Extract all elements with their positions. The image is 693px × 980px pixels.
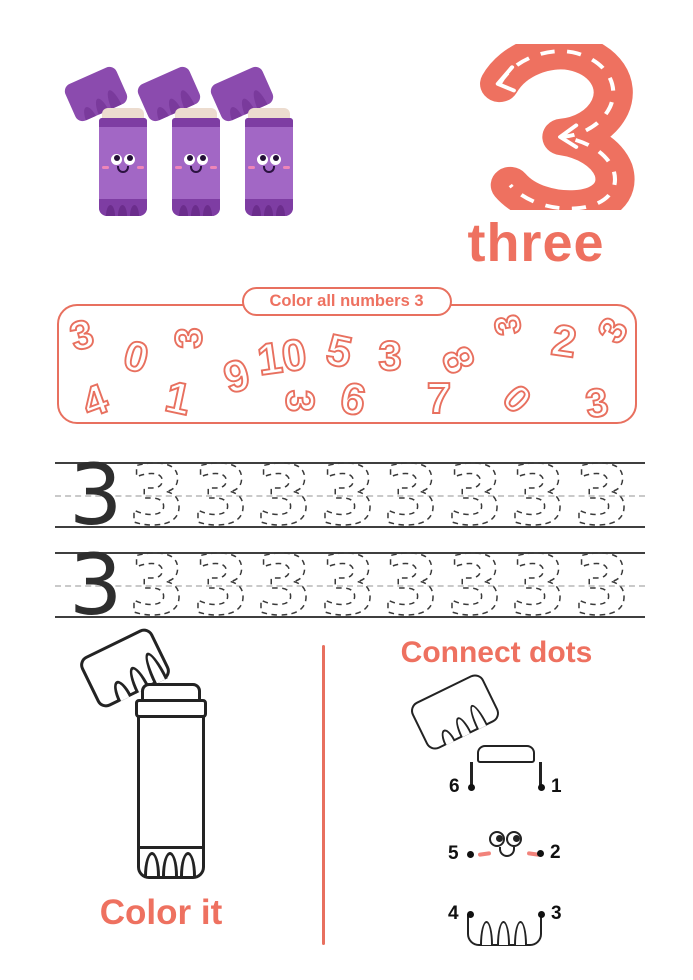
- svg-text:3: 3: [319, 552, 377, 618]
- eye-icon: [111, 154, 122, 165]
- cheek-icon: [175, 166, 182, 169]
- svg-text:3: 3: [255, 552, 313, 618]
- connect-dot: [468, 784, 475, 791]
- trace-dashed-char: [192, 552, 250, 618]
- bottom-arch: [118, 205, 127, 216]
- colorable-number: 0: [118, 330, 154, 383]
- eye-icon: [184, 154, 195, 165]
- colorable-number: 3: [65, 311, 99, 360]
- connect-dot: [538, 911, 545, 918]
- connect-dot: [538, 784, 545, 791]
- smile-icon: [263, 166, 275, 173]
- colorable-number: 5: [322, 325, 357, 379]
- bottom-arch: [514, 921, 527, 945]
- cheek-icon: [102, 166, 109, 169]
- stick-top-band: [172, 118, 220, 127]
- tracing-row: [55, 536, 645, 634]
- number-word-label: three: [467, 213, 605, 273]
- trace-dashed-char: [128, 552, 186, 618]
- svg-text:3: 3: [382, 552, 440, 618]
- colorable-number: 8: [432, 339, 485, 381]
- outline-bottom-band: [137, 846, 205, 876]
- trace-dashed-char: [255, 462, 313, 528]
- bottom-arch: [276, 205, 285, 216]
- cap-arch: [438, 727, 455, 746]
- cap-arch: [110, 678, 132, 703]
- color-it-label: Color it: [99, 893, 223, 932]
- cap-arch: [227, 105, 243, 122]
- dot-number-label: 5: [448, 843, 459, 864]
- trace-solid-char: 3: [69, 536, 123, 634]
- svg-text:3: 3: [382, 462, 440, 528]
- cheek-icon: [283, 166, 290, 169]
- svg-text:3: 3: [573, 552, 631, 618]
- trace-dashed-char: [382, 462, 440, 528]
- stick-body: [172, 118, 220, 216]
- trace-dashed-char: [382, 552, 440, 618]
- trace-dashed-char: [446, 552, 504, 618]
- cheek-icon: [248, 166, 255, 169]
- bottom-arch: [480, 921, 493, 945]
- big-number-three-illustration: [464, 44, 642, 210]
- stick-bottom-band: [245, 199, 293, 216]
- svg-text:3: 3: [128, 462, 186, 528]
- stick-face: [245, 154, 293, 173]
- connect-dot: [537, 850, 544, 857]
- section-divider: [322, 645, 325, 945]
- colorable-number: 7: [426, 374, 452, 423]
- dot-number-label: 2: [550, 842, 561, 863]
- cheek-icon: [478, 851, 491, 857]
- colorable-number: 4: [75, 374, 114, 427]
- connect-dots-bottom-band: [467, 914, 542, 946]
- outline-body: [137, 715, 205, 879]
- svg-text:3: 3: [573, 462, 631, 528]
- bottom-arch: [144, 852, 160, 876]
- glue-sticks-illustration: [70, 70, 390, 230]
- svg-text:3: 3: [446, 462, 504, 528]
- tracing-characters: [55, 446, 645, 544]
- stick-face: [172, 154, 220, 173]
- dot-number-label: 3: [551, 903, 562, 924]
- eye-icon: [489, 831, 505, 847]
- svg-text:3: 3: [319, 462, 377, 528]
- trace-dashed-char: [509, 552, 567, 618]
- colorable-number: 3: [590, 311, 638, 351]
- trace-dashed-char: [192, 462, 250, 528]
- stick-top-band: [245, 118, 293, 127]
- dot-number-label: 6: [449, 776, 460, 797]
- pupil: [513, 835, 520, 842]
- stick-bottom-band: [172, 199, 220, 216]
- colorable-number: 0: [494, 377, 539, 422]
- svg-text:3: 3: [255, 462, 313, 528]
- colorable-number: 3: [582, 380, 612, 427]
- svg-text:3: 3: [446, 552, 504, 618]
- colorable-number: 10: [254, 329, 310, 386]
- glue-stick: [216, 70, 311, 220]
- smile-icon: [117, 166, 129, 173]
- colorable-number: 3: [378, 332, 402, 379]
- cap-arch: [452, 715, 472, 738]
- connect-dots-top-band: [477, 745, 535, 763]
- bottom-arch: [191, 205, 200, 216]
- trace-dashed-char: [573, 552, 631, 618]
- eye-icon: [506, 831, 522, 847]
- eye-icon: [124, 154, 135, 165]
- bottom-arch: [180, 852, 196, 876]
- colorable-number: 3: [277, 389, 322, 413]
- pupil: [496, 835, 503, 842]
- bottom-arch: [264, 205, 273, 216]
- colorable-number: 2: [548, 315, 580, 368]
- svg-text:3: 3: [509, 552, 567, 618]
- svg-text:3: 3: [192, 462, 250, 528]
- colorable-number: 1: [161, 372, 196, 426]
- bottom-arch: [130, 205, 139, 216]
- stick-bottom-band: [99, 199, 147, 216]
- svg-text:3: 3: [192, 552, 250, 618]
- tracing-row: [55, 446, 645, 544]
- trace-dashed-char: [573, 462, 631, 528]
- trace-solid-char: 3: [69, 446, 123, 544]
- cap-arch: [81, 105, 97, 122]
- bottom-arch: [162, 852, 178, 876]
- colorable-number: 6: [336, 373, 370, 426]
- eye-icon: [257, 154, 268, 165]
- stick-body: [245, 118, 293, 216]
- colorable-number: 9: [218, 349, 256, 404]
- tracing-characters: [55, 536, 645, 634]
- trace-dashed-char: [319, 462, 377, 528]
- eye-icon: [270, 154, 281, 165]
- connect-dots-title: Connect dots: [400, 636, 593, 669]
- svg-text:3: 3: [128, 552, 186, 618]
- smile-icon: [499, 847, 515, 857]
- cap-arch: [154, 105, 170, 122]
- trace-dashed-char: [255, 552, 313, 618]
- big-three-body: [500, 51, 615, 208]
- stick-body: [99, 118, 147, 216]
- color-it-glue-stick-outline: [85, 635, 315, 890]
- stick-top-band: [99, 118, 147, 127]
- colorable-number: 3: [168, 327, 211, 349]
- connect-dots-cap-outline: [408, 671, 503, 753]
- trace-dashed-char: [509, 462, 567, 528]
- bottom-arch: [179, 205, 188, 216]
- dot-number-label: 4: [448, 903, 459, 924]
- eye-icon: [197, 154, 208, 165]
- colorable-number: 3: [485, 311, 530, 339]
- dot-number-label: 1: [551, 776, 562, 797]
- cap-arch: [466, 702, 488, 730]
- connect-dots-eyes: [489, 831, 522, 847]
- connect-dot: [467, 851, 474, 858]
- smile-icon: [190, 166, 202, 173]
- bottom-arch: [252, 205, 261, 216]
- svg-text:3: 3: [509, 462, 567, 528]
- numbers-box-title: Color all numbers 3: [241, 287, 451, 316]
- trace-dashed-char: [319, 552, 377, 618]
- bottom-arch: [106, 205, 115, 216]
- trace-dashed-char: [128, 462, 186, 528]
- bottom-arch: [497, 921, 510, 945]
- trace-dashed-char: [446, 462, 504, 528]
- bottom-arch: [203, 205, 212, 216]
- stick-face: [99, 154, 147, 173]
- connect-dot: [467, 911, 474, 918]
